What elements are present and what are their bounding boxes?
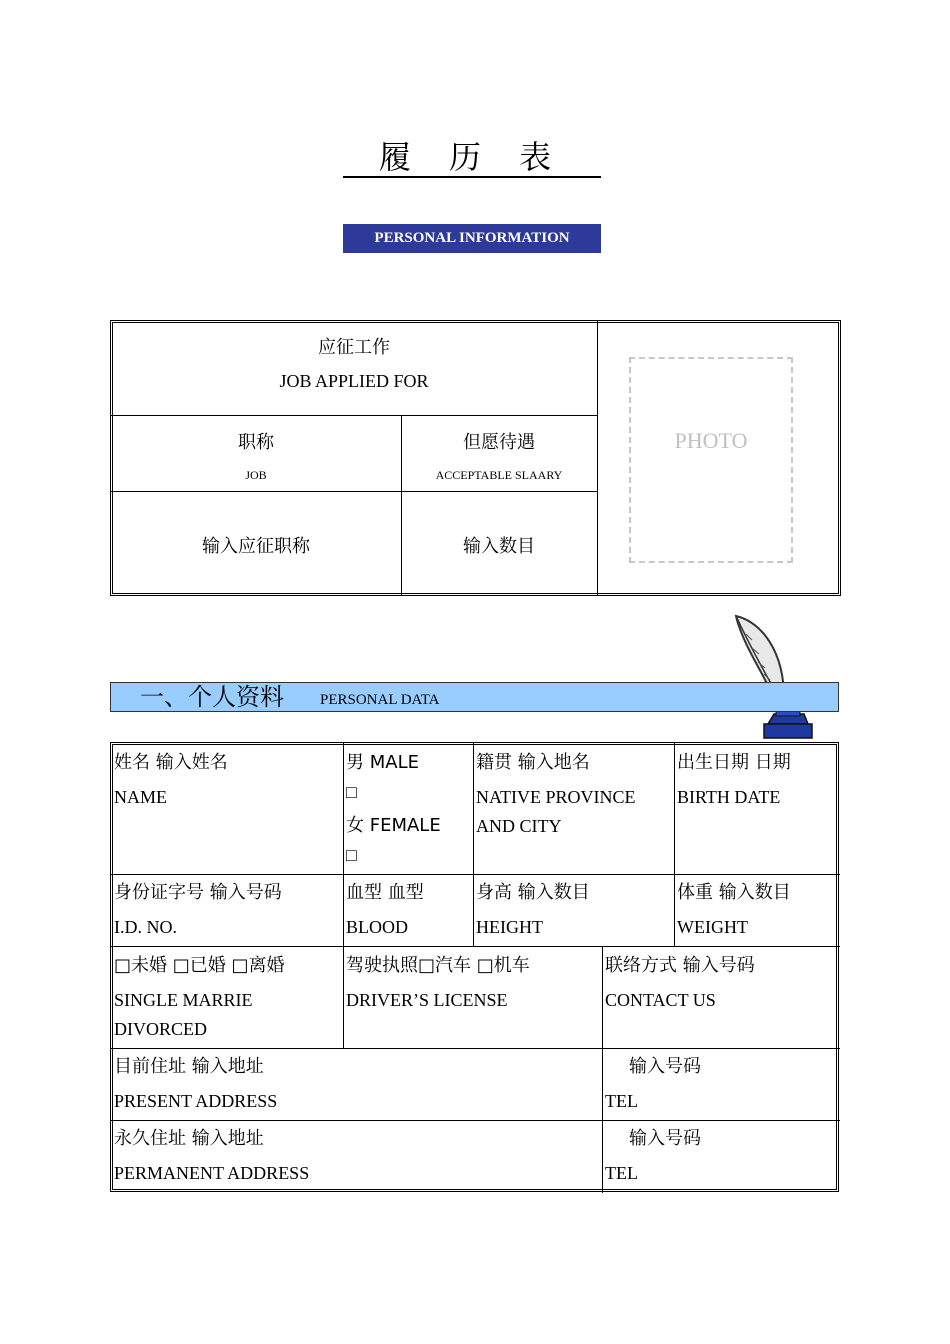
birth-label-zh: 出生日期 日期 (677, 752, 791, 773)
photo-placeholder[interactable] (629, 357, 793, 563)
marital-status-options[interactable]: □未婚 □已婚 □离婚 (114, 955, 285, 976)
native-label-zh: 籍贯 输入地名 (476, 752, 590, 773)
salary-label-en: ACCEPTABLE SLAARY (435, 468, 563, 482)
tel-label-2: TEL (605, 1163, 638, 1183)
height-label-en: HEIGHT (476, 917, 543, 937)
job-applied-label-en: JOB APPLIED FOR (279, 371, 429, 391)
present-address-label-en: PRESENT ADDRESS (114, 1091, 278, 1111)
blood-label-en: BLOOD (346, 917, 408, 937)
id-label-zh: 身份证字号 输入号码 (114, 882, 282, 903)
job-title-input[interactable]: 输入应征职称 (202, 536, 310, 557)
tel-input-1[interactable]: 输入号码 (629, 1056, 701, 1077)
gender-male-label: 男 MALE (346, 752, 419, 773)
height-label-zh: 身高 输入数目 (476, 882, 590, 903)
marital-label-en-1: SINGLE MARRIE (114, 990, 253, 1010)
job-title-label-zh: 职称 (238, 432, 274, 453)
marital-label-en-2: DIVORCED (114, 1019, 207, 1039)
job-applied-label-zh: 应征工作 (318, 337, 390, 358)
male-checkbox[interactable]: □ (346, 782, 357, 802)
tel-input-2[interactable]: 输入号码 (629, 1128, 701, 1149)
contact-label-en: CONTACT US (605, 990, 716, 1010)
page-title: 履 历 表 (378, 138, 566, 176)
tel-label-1: TEL (605, 1091, 638, 1111)
native-label-en-1: NATIVE PROVINCE (476, 787, 636, 807)
id-label-en: I.D. NO. (114, 917, 177, 937)
blood-label-zh: 血型 血型 (346, 882, 424, 903)
birth-label-en: BIRTH DATE (677, 787, 781, 807)
name-label-zh: 姓名 输入姓名 (114, 752, 228, 773)
section-badge: PERSONAL INFORMATION (343, 224, 601, 253)
section-heading-en: PERSONAL DATA (320, 692, 440, 708)
present-address-label-zh: 目前住址 输入地址 (114, 1056, 264, 1077)
personal-data-table (110, 742, 839, 1192)
permanent-address-label-zh: 永久住址 输入地址 (114, 1128, 264, 1149)
weight-label-zh: 体重 输入数目 (677, 882, 791, 903)
photo-label: PHOTO (674, 428, 748, 453)
weight-label-en: WEIGHT (677, 917, 748, 937)
native-label-en-2: AND CITY (476, 816, 562, 836)
salary-input[interactable]: 输入数目 (463, 536, 535, 557)
female-checkbox[interactable]: □ (346, 845, 357, 865)
salary-label-zh: 但愿待遇 (463, 432, 535, 453)
license-options[interactable]: 驾驶执照□汽车 □机车 (346, 955, 530, 976)
title-underline (343, 176, 601, 178)
section-heading-zh: 一、个人资料 (140, 683, 284, 711)
license-label-en: DRIVER’S LICENSE (346, 990, 508, 1010)
job-title-label-en: JOB (245, 468, 267, 482)
gender-female-label: 女 FEMALE (346, 815, 441, 836)
permanent-address-label-en: PERMANENT ADDRESS (114, 1163, 310, 1183)
contact-label-zh: 联络方式 输入号码 (605, 955, 755, 976)
quill-inkwell-icon (722, 612, 814, 742)
name-label-en: NAME (114, 787, 167, 807)
